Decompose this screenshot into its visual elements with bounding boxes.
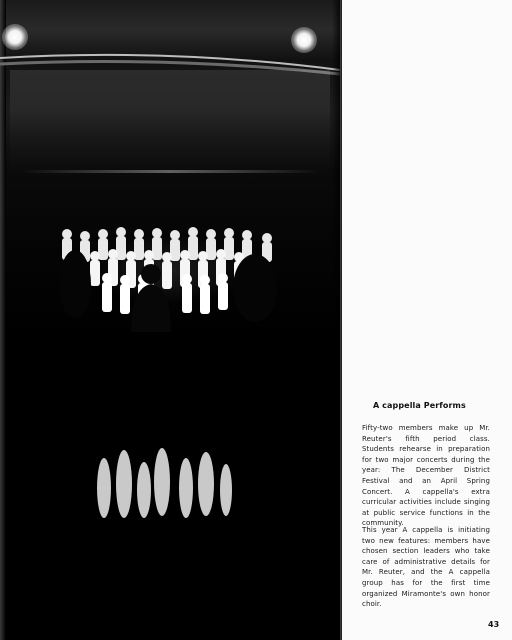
stage-floor-edge [20,170,320,173]
floor-reflection [90,440,240,530]
spotlight-left [2,24,28,50]
photo-edge [0,0,6,640]
page-number: 43 [488,620,500,629]
caption-paragraph: This year A cappella is initiating two new features: members have chosen section leaders who take care of administrative details for Mr. Reuter, and the A cappella group has for the first time organized Miramonte's own honor choir. [362,526,490,609]
gutter-shadow [332,0,342,640]
stage-backdrop [10,70,330,180]
spotlight-right [291,27,317,53]
conductor-silhouette [128,262,174,332]
caption-title: A cappella Performs [373,401,466,410]
caption-paragraph: Fifty-two members make up Mr. Reuter's fifth period class. Students rehearse in preparation for two major concerts during the year: The December District Festival and an April Spring Concert. A cappella's extra curricular activities include singing at public service functions in the community. [362,424,490,528]
